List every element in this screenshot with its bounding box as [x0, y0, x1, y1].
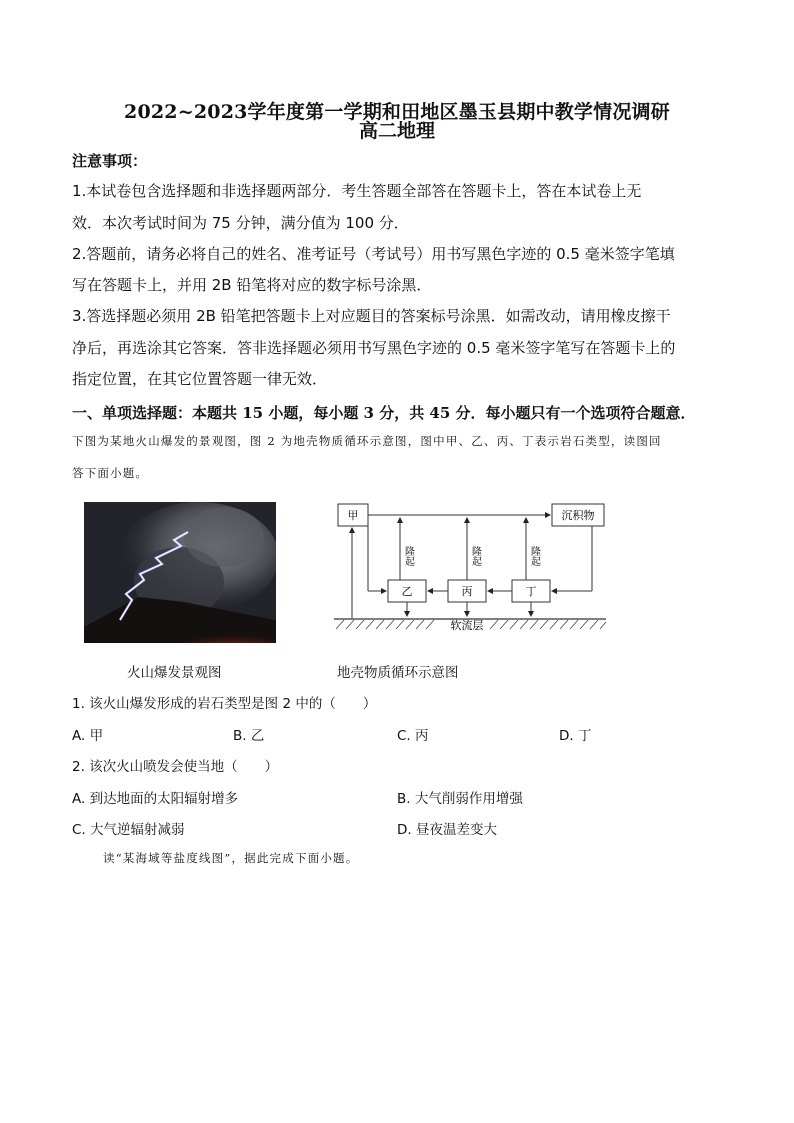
note-line: 效．本次考试时间为 75 分钟，满分值为 100 分． — [72, 214, 409, 232]
diagram-caption: 地壳物质循环示意图 — [337, 665, 459, 681]
label-uplift-1: 隆起 — [402, 546, 414, 566]
q2-option-c: C. 大气逆辐射减弱 — [72, 822, 185, 838]
q1-option-d: D. 丁 — [559, 728, 592, 744]
intro-line: 下图为某地火山爆发的景观图，图 2 为地壳物质循环示意图，图中甲、乙、丙、丁表示岩石类型，读图回 — [72, 434, 662, 448]
q2-option-a: A. 到达地面的太阳辐射增多 — [72, 791, 239, 807]
note-line: 写在答题卡上，并用 2B 铅笔将对应的数字标号涂黑． — [72, 276, 432, 294]
label-sediment: 沉积物 — [561, 509, 595, 522]
q1-option-b: B. 乙 — [233, 728, 265, 744]
note-line: 指定位置，在其它位置答题一律无效． — [72, 370, 328, 388]
q1-option-c: C. 丙 — [397, 728, 429, 744]
volcano-photo — [84, 502, 276, 643]
label-asthenosphere: 软流层 — [450, 619, 484, 632]
crust-material-cycle-diagram — [330, 496, 610, 646]
label-jia: 甲 — [347, 509, 359, 522]
note-line: 2.答题前，请务必将自己的姓名、准考证号（考试号）用书写黑色字迹的 0.5 毫米签字笔填 — [72, 245, 675, 263]
question-2-stem: 2. 该次火山喷发会使当地（ ） — [72, 759, 279, 775]
note-line: 净后，再选涂其它答案．答非选择题必须用书写黑色字迹的 0.5 毫米签字笔写在答题卡上的 — [72, 339, 676, 357]
label-yi: 乙 — [401, 585, 413, 598]
label-ding: 丁 — [525, 585, 537, 598]
q2-option-b: B. 大气削弱作用增强 — [397, 791, 523, 807]
question-1-stem: 1. 该火山爆发形成的岩石类型是图 2 中的（ ） — [72, 696, 377, 712]
q2-option-d: D. 昼夜温差变大 — [397, 822, 497, 838]
note-line: 3.答选择题必须用 2B 铅笔把答题卡上对应题目的答案标号涂黑．如需改动，请用橡皮擦干 — [72, 307, 671, 325]
page-subtitle: 高二地理 — [358, 120, 435, 142]
q1-option-a: A. 甲 — [72, 728, 104, 744]
intro-line: 答下面小题。 — [72, 466, 149, 480]
section-heading: 一、单项选择题：本题共 15 小题，每小题 3 分，共 45 分．每小题只有一个选项符合题意． — [72, 404, 696, 422]
label-uplift-3: 隆起 — [528, 546, 540, 566]
note-line: 1.本试卷包含选择题和非选择题两部分．考生答题全部答在答题卡上，答在本试卷上无 — [72, 182, 642, 200]
notes-heading: 注意事项： — [72, 152, 148, 170]
label-uplift-2: 隆起 — [469, 546, 481, 566]
page-title: 2022~2023学年度第一学期和田地区墨玉县期中教学情况调研 — [124, 101, 670, 123]
photo-caption: 火山爆发景观图 — [127, 665, 222, 681]
volcano-eruption-image — [84, 502, 276, 643]
next-question-intro: 读“某海域等盐度线图”，据此完成下面小题。 — [103, 851, 359, 865]
label-bing: 丙 — [461, 585, 473, 598]
